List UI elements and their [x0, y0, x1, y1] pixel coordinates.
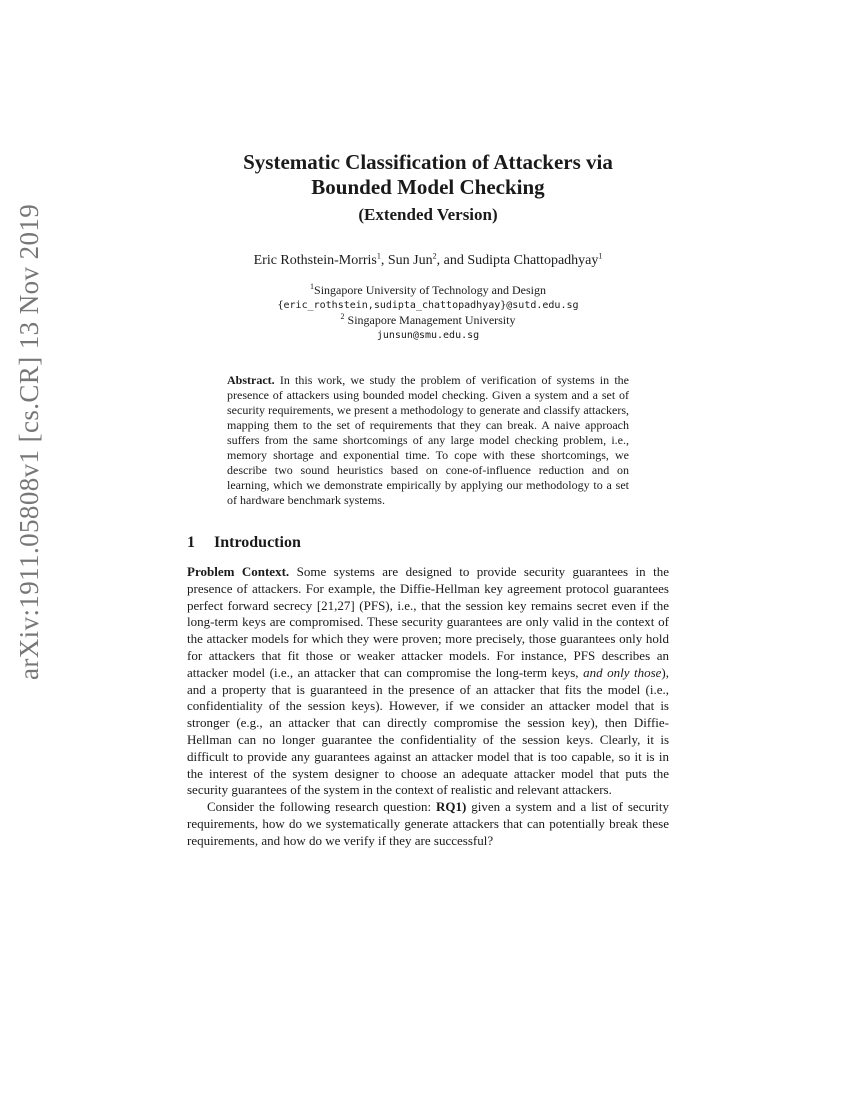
- research-question-label: RQ1): [436, 799, 467, 815]
- arxiv-stamp: [0, 0, 44, 680]
- email-2: junsun@smu.edu.sg: [376, 330, 480, 341]
- author-list: [187, 253, 669, 269]
- paragraph-text: ), and a property that is guaranteed in the presence of an attacker that fits the model (i.e., confidentiality of the session keys). However, if we consider an attacker model that is stronger (e.g., an attacker that can directly compromise the session key), then Diffie-Hellman can no longer guarantee the confidentiality of the session keys. Clearly, it is difficult to provide any guarantees against an attacker model that is too capable, so it is in the interest of the system designer to choose an adequate attacker model that puts the security guarantees of the system in the context of realistic and relevant attackers.: [187, 664, 670, 798]
- paragraph-emphasis: and only those: [583, 664, 662, 680]
- author-separator: ,: [380, 253, 388, 268]
- paragraph-text: Some systems are designed to provide security guarantees in the presence of attackers. For example, the Diffie-Hellman key agreement protocol guarantees perfect forward secrecy [21,27] (PFS), i.e., that the session key remains secret even if the long-term keys are compromised. These security guarantees are only valid in the context of the attacker models for which they were proven; more precisely, those guarantees only hold for attackers that fit those or weaker attacker models. For instance, PFS describes an attacker model (i.e., an attacker that can compromise the long-term keys,: [187, 564, 669, 680]
- email-1: {eric_rothstein,sudipta_chattopadhyay}@sutd.edu.sg: [277, 300, 579, 311]
- title-line-2: Bounded Model Checking: [311, 175, 545, 199]
- paragraph-research-question: [187, 799, 669, 849]
- affiliation-1-name: Singapore University of Technology and Design: [314, 283, 546, 297]
- paper-subtitle: (Extended Version): [358, 205, 498, 224]
- abstract: [227, 373, 629, 508]
- author-2-affil-mark: 2: [432, 251, 437, 261]
- arxiv-identifier: arXiv:1911.05808v1 [cs.CR] 13 Nov 2019: [14, 203, 44, 680]
- section-number: 1: [187, 534, 195, 551]
- paragraph-problem-context: [187, 564, 669, 799]
- author-1: Eric Rothstein-Morris: [253, 253, 377, 268]
- paragraph-text: Consider the following research question:: [207, 799, 437, 815]
- author-3-affil-mark: 1: [598, 251, 603, 261]
- title-line-1: Systematic Classification of Attackers via: [243, 150, 613, 174]
- affiliation-2-name: Singapore Management University: [344, 313, 516, 327]
- abstract-text: In this work, we study the problem of verification of systems in the presence of attackers using bounded model checking. Given a system and a set of security requirements, we present a methodology to generate and classify attackers, mapping them to the set of requirements that they can break. A naive approach suffers from the same shortcomings of any large model checking problem, i.e., memory shortage and exponential time. To cope with these shortcomings, we describe two sound heuristics based on cone-of-influence reduction and on learning, which we demonstrate empirically by applying our methodology to a set of hardware benchmark systems.: [227, 373, 629, 507]
- affiliation-1: [187, 283, 669, 298]
- section-heading: [187, 534, 669, 552]
- affiliation-2-mark: 2: [340, 312, 345, 321]
- section-title: Introduction: [214, 534, 301, 551]
- paragraph-lead: Problem Context.: [187, 564, 290, 579]
- abstract-label: Abstract.: [227, 373, 275, 387]
- paper-title: [187, 150, 669, 200]
- author-3: Sudipta Chattopadhyay: [467, 253, 599, 268]
- author-2: Sun Jun: [387, 253, 433, 268]
- affiliation-2: [187, 313, 669, 328]
- author-1-affil-mark: 1: [376, 251, 381, 261]
- affiliation-1-mark: 1: [310, 282, 315, 291]
- paper-page: [187, 150, 669, 850]
- author-separator: , and: [436, 253, 468, 268]
- paragraph-text: given a system and a list of security requirements, how do we systematically generate attackers that can potentially break these requirements, and how do we verify if they are successful?: [187, 799, 670, 848]
- affiliations: [187, 283, 669, 343]
